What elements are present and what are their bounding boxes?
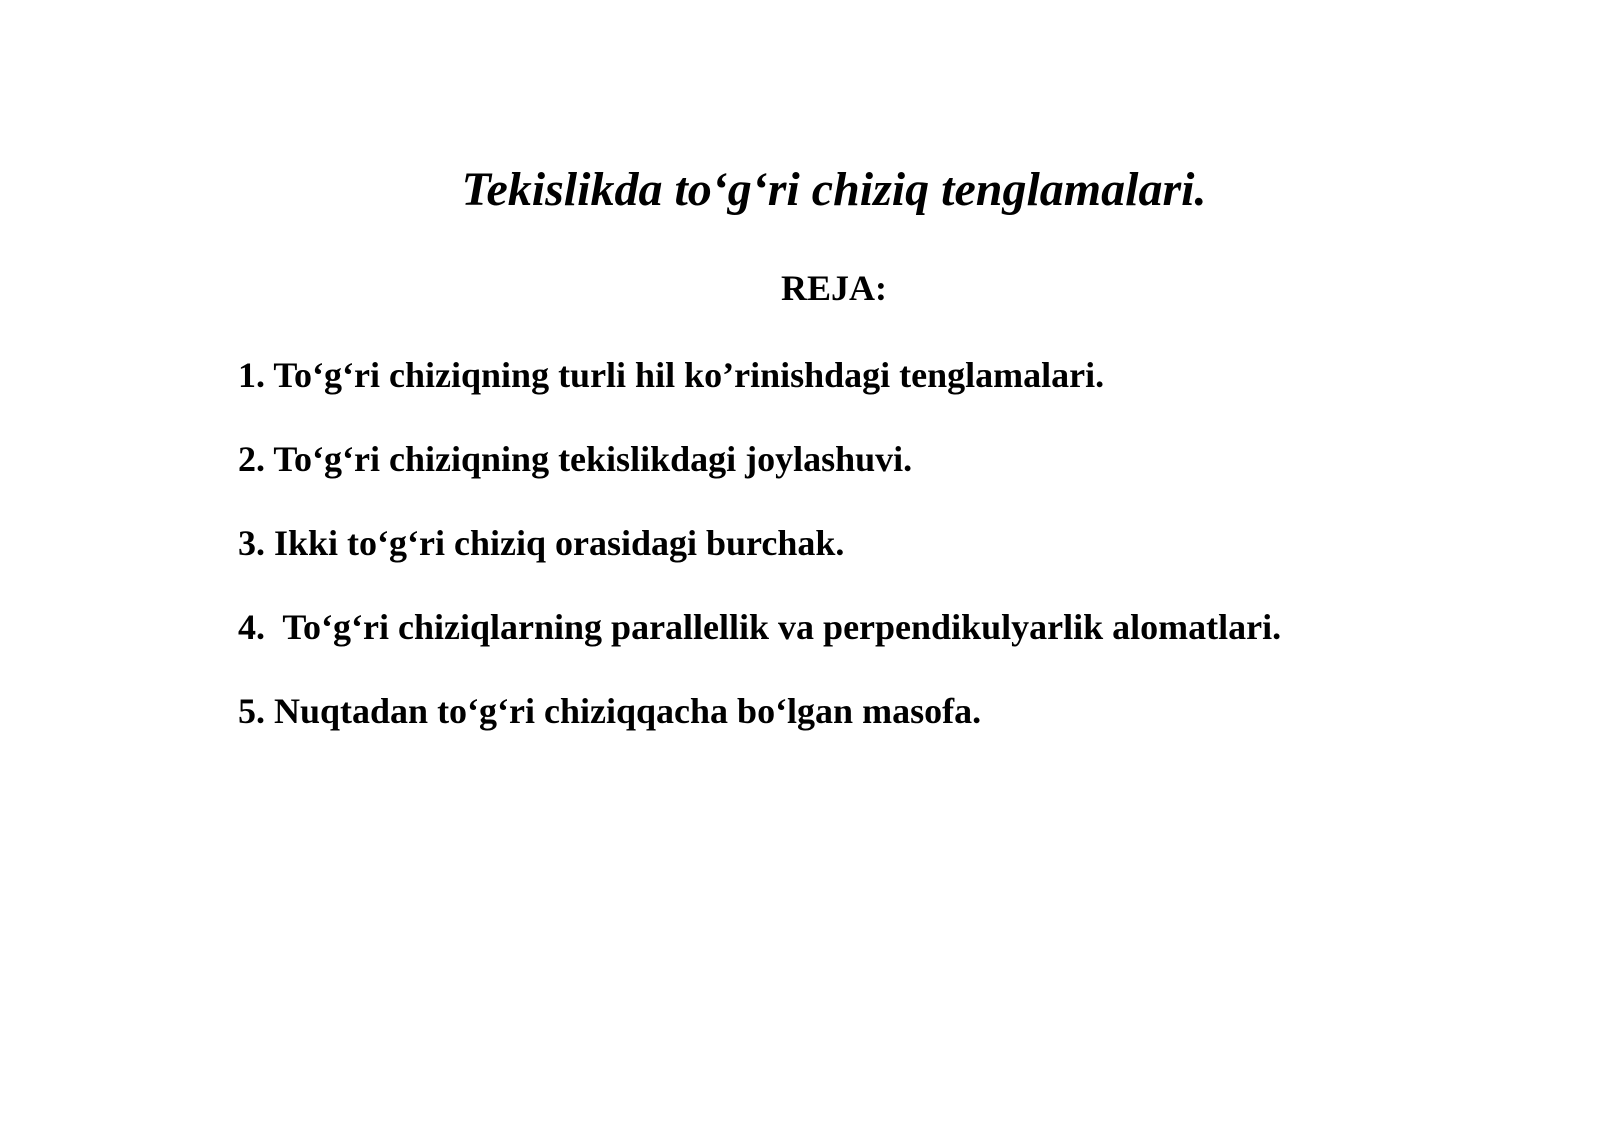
plan-item-1: 1. To‘g‘ri chiziqning turli hil ko’rinishdagi tenglamalari. [238,355,1105,395]
plan-item-4: 4. To‘g‘ri chiziqlarning parallellik va perpendikulyarlik alomatlari. [238,607,1282,647]
plan-item-3: 3. Ikki to‘g‘ri chiziq orasidagi burchak. [238,523,845,563]
page-title: Tekislikda to‘g‘ri chiziq tenglamalari. [461,163,1207,216]
plan-heading: REJA: [781,268,887,308]
plan-item-2: 2. To‘g‘ri chiziqning tekislikdagi joylashuvi. [238,439,913,479]
plan-list [238,354,1538,774]
plan-item-5: 5. Nuqtadan to‘g‘ri chiziqqacha bo‘lgan masofa. [238,691,982,731]
